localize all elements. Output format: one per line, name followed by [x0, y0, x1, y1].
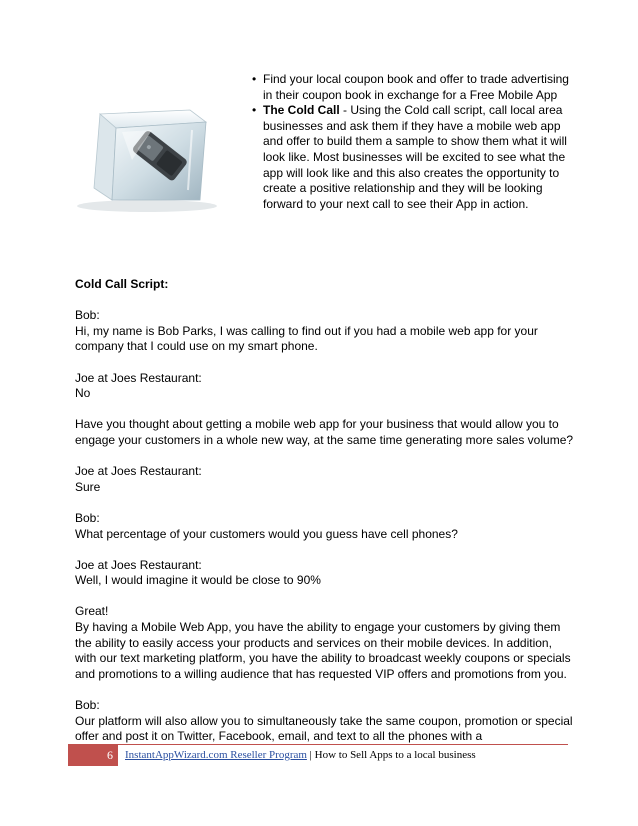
speaker-label: Bob: [75, 510, 100, 525]
script-turn [75, 698, 575, 745]
speech-text: Hi, my name is Bob Parks, I was calling to find out if you had a mobile web app for your company that I could use on my smart phone. [75, 323, 538, 354]
page-number: 6 [68, 744, 118, 766]
speech-text: Sure [75, 479, 101, 494]
speaker-label: Great! [75, 604, 109, 619]
script-turn [75, 417, 575, 448]
tips-bullet-list [252, 72, 572, 212]
speech-text: No [75, 386, 91, 401]
speech-text: Well, I would imagine it would be close to 90% [75, 573, 321, 588]
script-turn [75, 371, 575, 402]
speech-text: By having a Mobile Web App, you have the ability to engage your customers by giving them the ability to easily access your products and services on their mobile devices. In addition, with our text marketing platform, you have the ability to broadcast weekly coupons or specials and promotions to a willing audience that has requested VIP offers and promotions from you. [75, 620, 571, 681]
script-turn [75, 464, 575, 495]
footer-text [125, 744, 476, 766]
script-turn [75, 558, 575, 589]
cold-call-script [75, 277, 575, 760]
bullet-bold-label: The Cold Call [263, 103, 340, 118]
bullet-icon: • [252, 103, 257, 118]
script-turn [75, 511, 575, 542]
speaker-label: Bob: [75, 308, 100, 323]
speaker-label: Joe at Joes Restaurant: [75, 464, 202, 479]
speaker-label: Joe at Joes Restaurant: [75, 370, 202, 385]
page-footer [68, 744, 568, 766]
bullet-text: - Using the Cold call script, call local area businesses and ask them if they have a mobile web app and offer to build them a sample to show them what it will look like. Most businesses will be excited to see what the app will look like and this also creates the opportunity to create a positive relationship and they will be looking forward to your next call to see their App in action. [263, 103, 567, 211]
phone-in-ice-cube-image [72, 100, 222, 215]
speech-text: What percentage of your customers would you guess have cell phones? [75, 526, 458, 541]
footer-separator: | [306, 749, 315, 761]
script-turn [75, 308, 575, 355]
script-turn [75, 604, 575, 682]
speech-text: Our platform will also allow you to simultaneously take the same coupon, promotion or special offer and post it on Twitter, Facebook, email, and text to all the phones with a [75, 713, 573, 744]
script-heading: Cold Call Script: [75, 277, 169, 291]
footer-document-title: How to Sell Apps to a local business [314, 749, 476, 761]
bullet-cold-call [252, 103, 572, 212]
bullet-icon: • [252, 72, 257, 86]
footer-program-link[interactable]: InstantAppWizard.com Reseller Program [125, 749, 307, 761]
bullet-text: Find your local coupon book and offer to trade advertising in their coupon book in exchange for a Free Mobile App [263, 72, 569, 102]
speaker-label: Joe at Joes Restaurant: [75, 557, 202, 572]
speaker-label: Bob: [75, 698, 100, 713]
speech-text: Have you thought about getting a mobile web app for your business that would allow you to engage your customers in a whole new way, at the same time generating more sales volume? [75, 417, 574, 447]
bullet-coupon-book [252, 72, 572, 103]
